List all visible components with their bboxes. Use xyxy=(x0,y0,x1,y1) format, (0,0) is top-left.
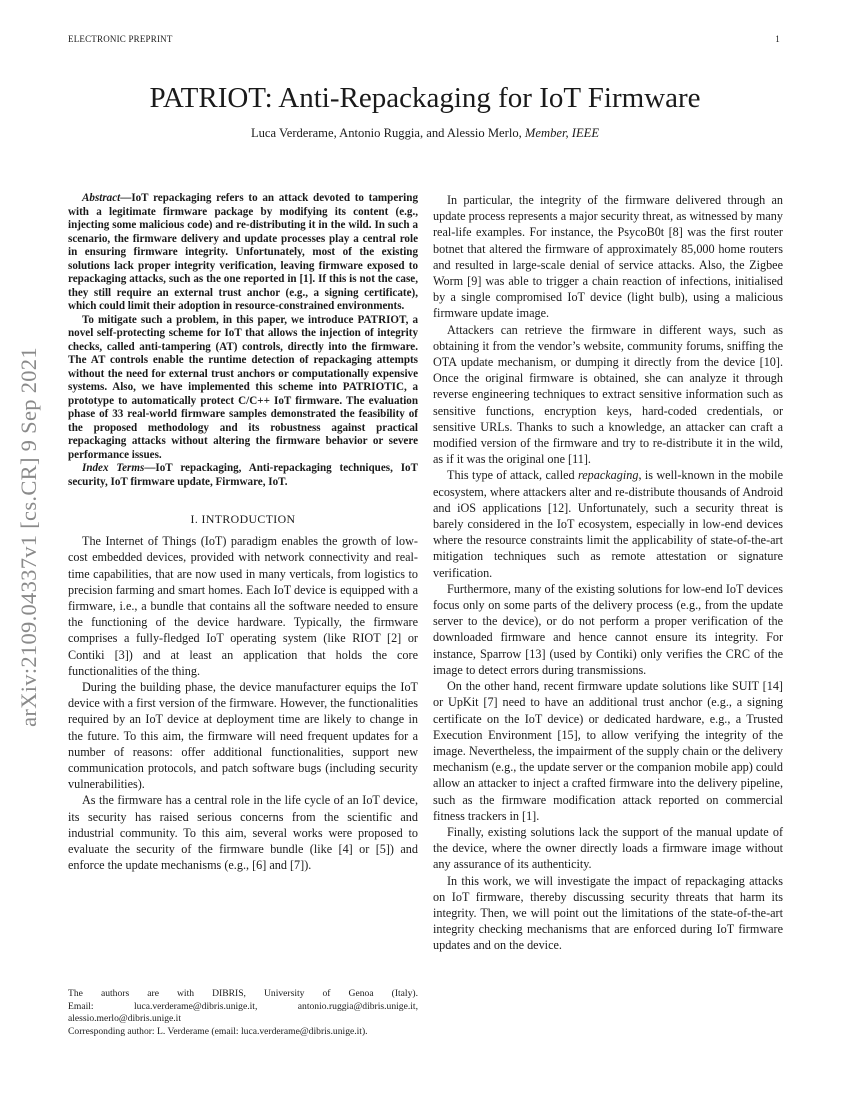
body-paragraph-attackers: Attackers can retrieve the firmware in different ways, such as obtaining it from the vendor’s website, community forums, sniffing the OTA update mechanism, or dumping it directly from the device [10]. Once the original firmware is obtained, she can analyze it through reverse engineering techniques to extract sensitive information such as sensitive functions, encryption keys, hard-coded credentials, or sensitive URLs. Thanks to such a knowledge, an attacker can craft a modified version of the firmware and try to re-distribute it in the wild, as if it was the original one [11]. xyxy=(433,322,783,467)
section-heading-introduction xyxy=(68,511,418,527)
body-paragraph-manual-update: Finally, existing solutions lack the support of the manual update of the device, where the owner directly loads a firmware image without any assurance of its authenticity. xyxy=(433,824,783,872)
index-terms xyxy=(68,462,418,489)
intro-paragraph-1: The Internet of Things (IoT) paradigm enables the growth of low-cost embedded devices, provided with network connectivity and real-time capabilities, that are now used in many verticals, from logistics to precision farming and smart homes. Each IoT device is equipped with a firmware, i.e., a bundle that contains all the software needed to ensure the functioning of the device hardware. Typically, the firmware comprises a fully-fledged IoT operating system (like RIOT [2] or Contiki [3]) and at least an application that holds the core functionalities of the thing. xyxy=(68,534,418,678)
footnote-corresponding-author: Corresponding author: L. Verderame (email: luca.verderame@dibris.unige.it). xyxy=(68,1025,368,1037)
abstract-text-1: —IoT repackaging refers to an attack devoted to tampering with a legitimate firmware package by modifying its content (e.g., injecting some malicious code) and re-distributing it in the wild. In such a scenario, the firmware delivery and update processes play a central role in ensuring firmware integrity. Unfortunately, most of the existing solutions lack proper integrity verification, leaving firmware exposed to repackaging attacks, such as the one reported in [1]. If this is not the case, they still require an external trust anchor (e.g., a signing certificate), which could limit their adoption in resource-constrained environments. xyxy=(68,192,418,312)
body-paragraph-existing-solutions: Furthermore, many of the existing solutions for low-end IoT devices focus only on some parts of the delivery process (e.g., from the update server to the device), or do not perform a proper verification of the downloaded firmware and hence cannot ensure its integrity. For instance, Sparrow [13] (used by Contiki) only verifies the CRC of the image to detect errors during transmissions. xyxy=(433,581,783,677)
index-terms-text: —IoT repackaging, Anti-repackaging techniques, IoT security, IoT firmware update, Firmware, IoT. xyxy=(68,462,418,488)
repackaging-text-before: This type of attack, called xyxy=(447,468,578,483)
page-number: 1 xyxy=(775,34,780,44)
author-names: Luca Verderame, Antonio Ruggia, and Alessio Merlo, xyxy=(250,126,522,140)
index-terms-label: Index Terms xyxy=(82,462,145,474)
repackaging-term: repackaging xyxy=(577,468,639,483)
body-paragraph-integrity: In particular, the integrity of the firmware delivered through an update process represents a major security threat, as witnessed by many real-life examples. For instance, the PsycoB0t [8] was the first router botnet that altered the firmware of approximately 85,000 home routers and resulted in large-scale denial of service attacks. Also, the Zigbee Worm [9] was able to trigger a chain reaction of infections, initialised by a single compromised IoT device (light bulb), using a malicious firmware update image. xyxy=(433,193,783,321)
abstract-label: Abstract xyxy=(82,192,121,204)
body-paragraph-this-work: In this work, we will investigate the impact of repackaging attacks on IoT firmware, thereby discussing security threats that harm its integrity. Then, we will point out the limitations of the state-of-the-art integrity checking mechanisms that are enforced during IoT firmware updates and on the device. xyxy=(433,873,783,953)
intro-paragraph-2: During the building phase, the device manufacturer equips the IoT device with a first version of the firmware. However, the functionalities required by an IoT device at deployment time are likely to change in the future. To this aim, the firmware will need frequent updates for a number of reasons: offer additional functionalities, support new communication protocols, and patch software bugs (including security vulnerabilities). xyxy=(68,680,418,792)
intro-paragraph-3: As the firmware has a central role in the life cycle of an IoT device, its security has raised serious concerns from the scientific and industrial community. To this aim, several works were proposed to evaluate the security of the firmware bundle (like [4] or [5]) and enforce the update mechanisms (e.g., [6] and [7]). xyxy=(68,793,418,873)
body-paragraph-repackaging xyxy=(433,467,783,580)
arxiv-identifier-stamp xyxy=(8,298,50,776)
footnote-emails: Email: luca.verderame@dibris.unige.it, antonio.ruggia@dibris.unige.it, xyxy=(68,1000,418,1012)
section-numeral: I. I xyxy=(190,512,206,526)
arxiv-identifier-text: arXiv:2109.04337v1 [cs.CR] 9 Sep 2021 xyxy=(16,347,41,727)
author-footnote xyxy=(68,988,418,1038)
abstract-paragraph-2: To mitigate such a problem, in this paper, we introduce PATRIOT, a novel self-protecting scheme for IoT that allows the injection of integrity checks, called anti-tampering (AT) controls, directly into the firmware. The AT controls enable the runtime detection of repackaging attempts without the need for external trust anchors or computationally expensive systems. Also, we have implemented this scheme into PATRIOTIC, a prototype to automatically protect C/C++ IoT firmware. The evaluation phase of 33 real-world firmware samples demonstrated the feasibility of the proposed methodology and its robustness against practical repackaging attacks without altering the firmware behavior or severe performance issues. xyxy=(68,313,418,461)
footnote-email-merlo: alessio.merlo@dibris.unige.it xyxy=(68,1013,182,1025)
body-paragraph-recent-solutions: On the other hand, recent firmware update solutions like SUIT [14] or UpKit [7] need to have an additional trust anchor (e.g., a signing certificate on the IoT device) or dedicated hardware, e.g., a Trusted Execution Environment [15], to allow verifying the integrity of the image. Nevertheless, the impairment of the supply chain or the delivery mechanism (e.g., the update server or the companion mobile app) could allow an attacker to inject a crafted firmware into the delivery pipeline, such as the firmware modification attack reported on commercial fitness trackers in [1]. xyxy=(433,679,783,823)
left-column xyxy=(68,192,418,873)
repackaging-text-after: , is well-known in the mobile ecosystem, where attackers alter and re-distribute thousands of Android and iOS applications [12]. Unfortunately, such a security threat is barely considered in the IoT ecosystem, especially in low-end devices where the resource constraints limit the applicability of state-of-the-art mitigation techniques such as remote attestation or signature verification. xyxy=(433,468,783,580)
right-column xyxy=(433,192,783,954)
abstract-paragraph-1 xyxy=(68,192,418,314)
footnote-affiliation: The authors are with DIBRIS, University of Genoa (Italy). xyxy=(68,988,418,999)
author-line xyxy=(0,126,850,141)
running-header-title: ELECTRONIC PREPRINT xyxy=(68,34,173,44)
author-membership: Member, IEEE xyxy=(524,126,600,140)
paper-title: PATRIOT: Anti-Repackaging for IoT Firmware xyxy=(149,82,701,114)
section-name: NTRODUCTION xyxy=(205,512,296,526)
